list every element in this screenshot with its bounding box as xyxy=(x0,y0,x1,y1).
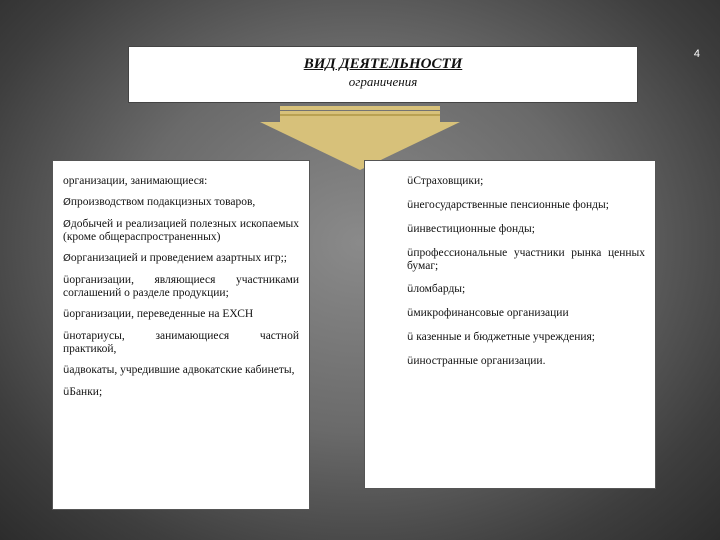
left-panel xyxy=(52,160,310,510)
right-panel-item xyxy=(407,307,645,320)
right-panel-item xyxy=(407,199,645,212)
left-panel-item xyxy=(63,218,299,243)
slide-number: 4 xyxy=(693,48,700,60)
bullet-icon: ü xyxy=(63,275,70,286)
right-panel-item-text: микрофинансовые организации xyxy=(413,307,569,319)
left-panel-item xyxy=(63,330,299,355)
bullet-icon: ü xyxy=(407,356,414,367)
left-panel-item xyxy=(63,252,299,265)
right-panel-item-text: ломбарды; xyxy=(413,283,466,295)
left-panel-item-text: организации, являющиеся участниками соглашений о разделе продукции; xyxy=(63,274,299,299)
right-panel-item-text: инвестиционные фонды; xyxy=(413,223,535,235)
left-panel-item xyxy=(63,386,299,399)
bullet-icon: ü xyxy=(407,332,414,343)
right-panel-item xyxy=(407,175,645,188)
right-panel-item-text: иностранные организации. xyxy=(413,355,546,367)
left-panel-heading: организации, занимающиеся: xyxy=(63,175,208,187)
right-panel-item xyxy=(407,355,645,368)
left-panel-item xyxy=(63,196,299,209)
title-box xyxy=(128,46,638,103)
right-panel-item xyxy=(407,247,645,272)
right-panel-item-text: Страховщики; xyxy=(413,175,484,187)
title-main: ВИД ДЕЯТЕЛЬНОСТИ xyxy=(303,56,463,72)
bullet-icon: Ø xyxy=(63,197,71,208)
left-panel-item-text: организацией и проведением азартных игр;; xyxy=(70,252,288,264)
title-subtitle: ограничения xyxy=(348,74,418,89)
right-panel-item-text: казенные и бюджетные учреждения; xyxy=(413,331,596,343)
right-panel-item-text: профессиональные участники рынка ценных бумаг; xyxy=(407,247,645,272)
bullet-icon: Ø xyxy=(63,219,71,230)
left-panel-item-text: нотариусы, занимающиеся частной практикой, xyxy=(63,330,299,355)
left-panel-item-text: Банки; xyxy=(69,386,103,398)
right-panel xyxy=(364,160,656,489)
bullet-icon: ü xyxy=(63,387,70,398)
bullet-icon: ü xyxy=(407,200,414,211)
left-panel-item xyxy=(63,274,299,299)
bullet-icon: ü xyxy=(63,365,70,376)
bullet-icon: ü xyxy=(407,308,414,319)
bullet-icon: ü xyxy=(63,331,70,342)
bullet-icon: Ø xyxy=(63,253,71,264)
left-panel-item-text: добычей и реализацией полезных ископаемых (кроме общераспространенных) xyxy=(63,218,299,243)
bullet-icon: ü xyxy=(407,248,414,259)
left-panel-item xyxy=(63,308,299,321)
bullet-icon: ü xyxy=(407,176,414,187)
left-panel-item xyxy=(63,364,299,377)
bullet-icon: ü xyxy=(407,224,414,235)
left-panel-item-text: адвокаты, учредившие адвокатские кабинеты, xyxy=(69,364,295,376)
bullet-icon: ü xyxy=(63,309,70,320)
right-panel-item xyxy=(407,283,645,296)
right-panel-item xyxy=(407,331,645,344)
bullet-icon: ü xyxy=(407,284,414,295)
right-panel-item-text: негосударственные пенсионные фонды; xyxy=(413,199,609,211)
left-panel-item-text: производством подакцизных товаров, xyxy=(70,196,256,208)
right-panel-item xyxy=(407,223,645,236)
left-panel-item-text: организации, переведенные на ЕХСН xyxy=(69,308,254,320)
